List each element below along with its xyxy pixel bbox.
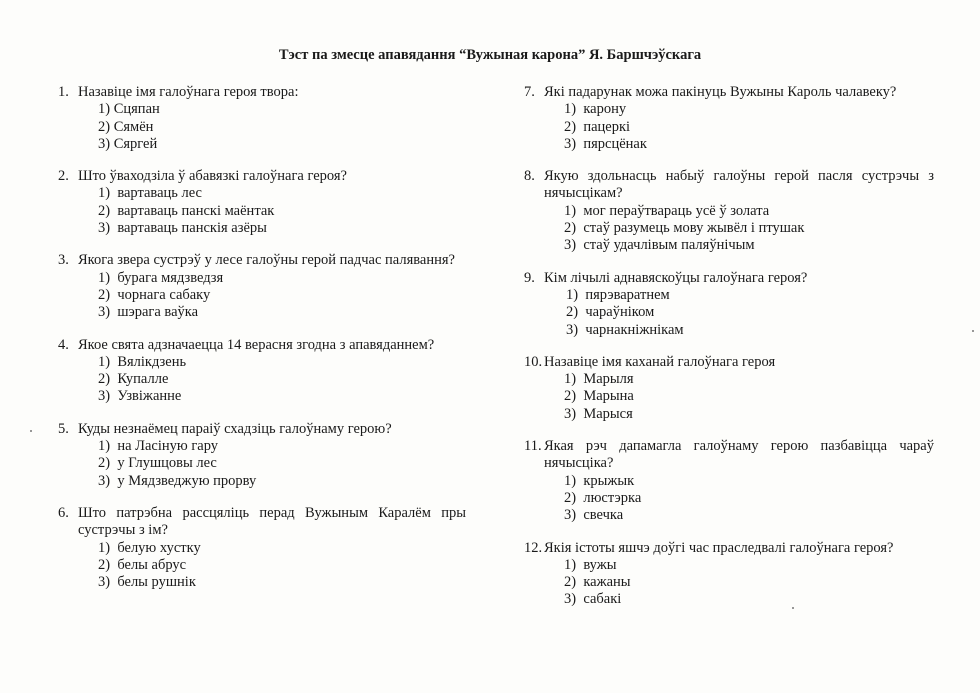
question-number: 1. — [58, 84, 69, 100]
right-column — [524, 84, 934, 624]
answer-option: 1) мог пераўтвараць усё ў золата — [564, 202, 770, 219]
answer-option: 3) свечка — [564, 507, 624, 524]
answer-option: 2) люстэрка — [564, 489, 642, 506]
answer-option: 2) у Глушцовы лес — [98, 455, 217, 472]
answer-option: 2) вартаваць панскі маёнтак — [98, 202, 275, 219]
answer-option: 3) сабакі — [564, 591, 622, 608]
question-11 — [524, 438, 934, 524]
question-text: Што ўваходзіла ў абавязкі галоўнага героя? — [78, 168, 347, 185]
answer-option: 1) Сцяпан — [98, 101, 160, 118]
answer-option: 2) Купалле — [98, 371, 169, 388]
answer-option: 2) белы абрус — [98, 556, 187, 573]
scan-speck — [972, 330, 974, 332]
question-number: 7. — [524, 84, 535, 100]
answer-option: 3) Сяргей — [98, 135, 158, 152]
question-text: Назавіце імя галоўнага героя твора: — [78, 84, 299, 100]
answer-option: 3) пярсцёнак — [564, 135, 647, 152]
question-text: Якога звера сустрэў у лесе галоўны герой падчас палявання? — [78, 252, 455, 269]
question-text: Якая рэч дапамагла галоўнаму герою пазбавіцца чараў нячысціка? — [544, 438, 934, 472]
answer-option: 2) пацеркі — [564, 118, 631, 135]
question-text: Якія істоты яшчэ доўгі час праследвалі галоўнага героя? — [544, 539, 894, 556]
answer-option: 3) чарнакніжнікам — [566, 321, 684, 338]
answer-option: 2) Марына — [564, 388, 634, 405]
scan-speck — [792, 607, 794, 609]
question-number: 5. — [58, 420, 69, 437]
question-number: 6. — [58, 504, 69, 521]
answer-option: 3) Узвіжанне — [98, 388, 182, 405]
question-10 — [524, 354, 934, 423]
answer-option: 1) белую хустку — [98, 539, 201, 556]
question-text: Якое свята адзначаецца 14 верасня згодна з апавяданнем? — [78, 336, 435, 353]
question-text: Што патрэбна рассцяліць перад Вужыным Каралём пры сустрэчы з ім? — [78, 504, 466, 539]
question-6 — [58, 505, 466, 591]
question-5 — [58, 421, 466, 490]
scan-speck — [30, 430, 32, 432]
question-8 — [524, 168, 934, 254]
answer-option: 2) Сямён — [98, 118, 154, 135]
answer-option: 1) крыжык — [564, 472, 635, 489]
question-text: Назавіце імя каханай галоўнага героя — [544, 353, 776, 370]
question-number: 12. — [524, 539, 543, 556]
question-text: Які падарунак можа пакінуць Вужыны Кароль чалавеку? — [544, 84, 897, 100]
question-7 — [524, 84, 934, 153]
question-number: 11. — [524, 438, 542, 455]
answer-option: 3) белы рушнік — [98, 574, 196, 591]
answer-option: 3) стаў удачлівым паляўнічым — [564, 237, 755, 254]
question-4 — [58, 337, 466, 406]
answer-option: 3) шэрага ваўка — [98, 304, 199, 321]
answer-option: 1) бурага мядзведзя — [98, 269, 224, 286]
question-number: 4. — [58, 336, 69, 353]
answer-option: 3) Марыся — [564, 405, 633, 422]
question-text: Якую здольнасць набыў галоўны герой пасля сустрэчы з нячысцікам? — [544, 168, 934, 202]
answer-option: 1) карону — [564, 101, 627, 118]
answer-option: 1) вужы — [564, 556, 617, 573]
answer-option: 3) у Мядзведжую прорву — [98, 472, 257, 489]
question-2 — [58, 168, 466, 237]
question-number: 3. — [58, 252, 69, 269]
answer-option: 2) стаў разумець мову жывёл і птушак — [564, 220, 805, 237]
question-text: Кім лічылі аднавяскоўцы галоўнага героя? — [544, 269, 808, 286]
answer-option: 3) вартаваць панскія азёры — [98, 220, 267, 237]
answer-option: 2) чорнага сабаку — [98, 286, 211, 303]
question-number: 10. — [524, 353, 543, 370]
answer-option: 1) вартаваць лес — [98, 185, 202, 202]
question-12 — [524, 540, 934, 609]
question-number: 2. — [58, 168, 69, 185]
question-number: 9. — [524, 269, 535, 286]
answer-option: 1) Вялікдзень — [98, 353, 187, 370]
question-3 — [58, 252, 466, 321]
test-title: Тэст па змесце апавядання “Вужыная карона” Я. Баршчэўскага — [278, 47, 702, 63]
question-text: Куды незнаёмец параіў схадзіць галоўнаму герою? — [78, 420, 392, 437]
answer-option: 1) Марыля — [564, 371, 634, 388]
question-9 — [524, 270, 934, 339]
question-number: 8. — [524, 168, 535, 185]
left-column — [58, 84, 466, 606]
answer-option: 2) кажаны — [564, 574, 631, 591]
answer-option: 1) на Ласіную гару — [98, 438, 219, 455]
answer-option: 1) пярэваратнем — [566, 286, 670, 303]
question-1 — [58, 84, 466, 153]
answer-option: 2) чараўніком — [566, 304, 655, 321]
